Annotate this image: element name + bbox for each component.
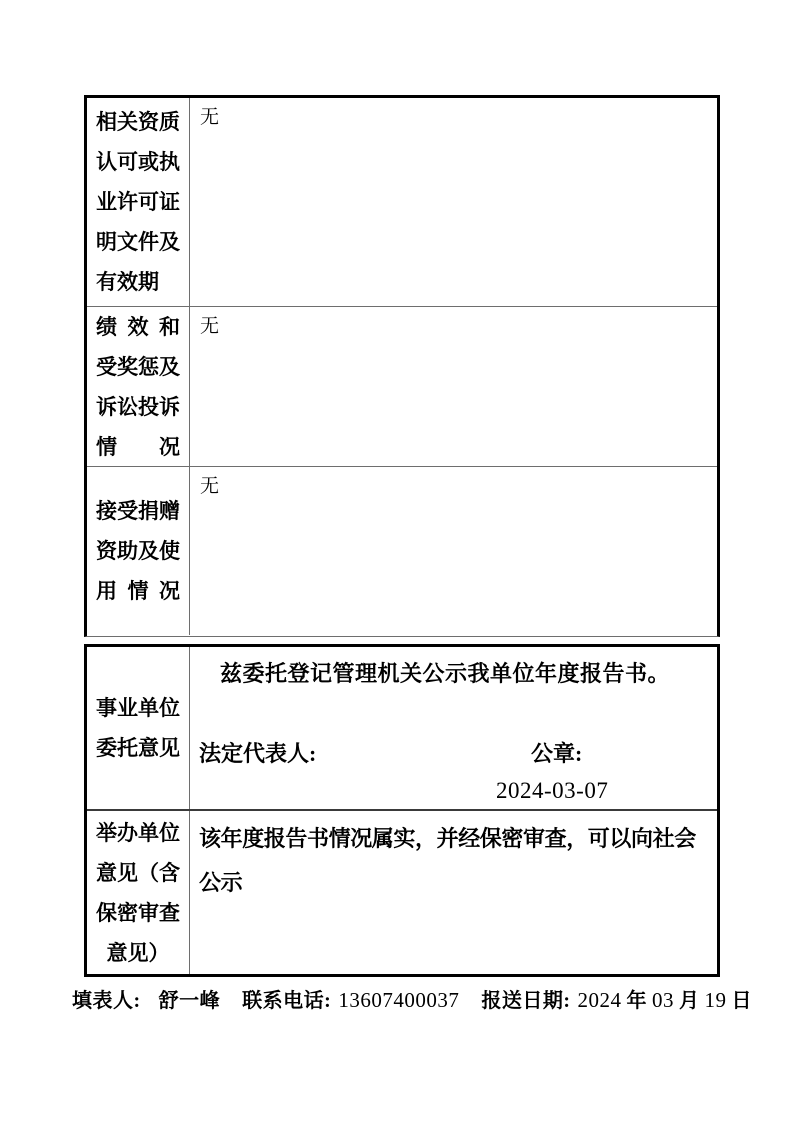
official-seal-label: 公章: (531, 741, 583, 766)
label-line: 情况 (96, 434, 180, 459)
report-date-year-unit: 年 (626, 990, 648, 1012)
report-table-lower (84, 644, 720, 977)
report-table-upper (84, 95, 720, 637)
qualification-row-content (190, 98, 717, 306)
filler-name: 舒一峰 (158, 990, 221, 1012)
table-row-sponsor-opinion (87, 811, 717, 974)
report-date-year: 2024 (577, 988, 622, 1012)
entrust-row-content (190, 647, 717, 809)
phone-label: 联系电话: (242, 990, 332, 1012)
entrust-date: 2024-03-07 (496, 778, 609, 803)
legal-representative-label: 法定代表人: (199, 741, 317, 766)
sponsor-row-content (190, 811, 717, 974)
label-line: 诉讼投诉 (96, 394, 180, 419)
entrust-statement: 兹委托登记管理机关公示我单位年度报告书。 (220, 661, 671, 686)
sponsor-opinion-text: 该年度报告书情况属实，并经保密审查，可以向社会公示 (199, 826, 696, 895)
label-line: 资助及使 (96, 539, 180, 563)
label-line: 有效期 (96, 270, 159, 294)
phone-value: 13607400037 (338, 988, 460, 1012)
label-line: 意见（含 (96, 860, 180, 885)
form-footer (72, 985, 753, 1016)
filler-label: 填表人: (72, 990, 141, 1012)
donation-row-label (87, 467, 190, 635)
table-row-donation (87, 467, 717, 635)
label-line: 认可或执 (96, 150, 180, 174)
donation-value: 无 (200, 476, 220, 497)
report-date-day-unit: 日 (731, 990, 753, 1012)
performance-row-content (190, 307, 717, 466)
sponsor-row-label (87, 811, 190, 974)
table-row-entrust-opinion (87, 647, 717, 811)
table-row-performance (87, 307, 717, 467)
performance-value: 无 (200, 316, 220, 337)
report-date-month: 03 (652, 988, 675, 1012)
qualification-row-label (87, 98, 190, 306)
label-line: 绩效和 (96, 314, 180, 339)
label-line: 相关资质 (96, 110, 180, 134)
label-line: 举办单位 (96, 820, 180, 845)
report-date-day: 19 (704, 988, 727, 1012)
qualification-value: 无 (200, 107, 220, 128)
label-line: 事业单位 (96, 696, 180, 720)
report-date-label: 报送日期: (481, 990, 571, 1012)
label-line: 明文件及 (96, 230, 180, 254)
label-line: 意见） (106, 940, 170, 965)
donation-row-content (190, 467, 717, 635)
table-row-qualification (87, 98, 717, 307)
performance-row-label (87, 307, 190, 466)
label-line: 业许可证 (96, 190, 180, 214)
label-line: 受奖惩及 (96, 354, 180, 379)
label-line: 接受捐赠 (96, 499, 180, 523)
report-date-month-unit: 月 (679, 990, 700, 1012)
label-line: 用情况 (96, 579, 180, 603)
label-line: 保密审查 (96, 900, 180, 925)
entrust-row-label (87, 647, 190, 809)
label-line: 委托意见 (96, 736, 180, 760)
